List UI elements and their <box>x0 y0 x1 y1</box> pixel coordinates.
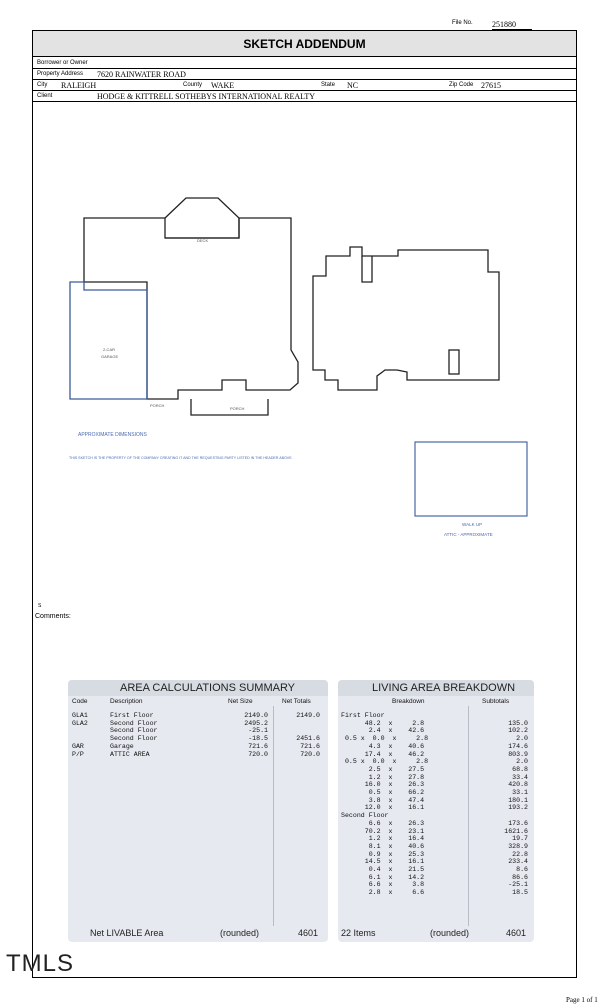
attic-approx-label: ATTIC - APPROXIMATE <box>444 532 493 537</box>
property-label: Property Address <box>37 71 84 77</box>
breakdown-column: First Floor 48.2 x 2.8 2.4 x 42.6 0.5 x 0.0 x 2.8 4.3 x 40.6 17.4 x 46.2 0.5 x 0.0 x 2.8 2.5 x 27.5 1.2 x 27.8 16.0 x 26.3 0.5 x 66.2 3.8 x 47.4 12.0 x 16.1 Second Floor 6.6 x 26.3 70.2 x 23.1 1.2 x 16.4 8.1 x 40.6 0.9 x 25.3 14.5 x 16.1 0.4 x 21.5 6.1 x 14.2 6.6 x 3.8 2.8 x 6.6 <box>341 712 429 897</box>
first-floor-outline <box>84 218 298 399</box>
living-area-panel <box>338 680 534 942</box>
col-net-totals: Net Totals <box>282 698 311 705</box>
codes-column: GLA1 GLA2 GAR P/P <box>72 712 88 758</box>
deck-outline <box>165 198 239 238</box>
page-footer: Page 1 of 1 <box>566 996 598 1004</box>
living-area-title: LIVING AREA BREAKDOWN <box>372 682 516 694</box>
county-value: WAKE <box>211 81 235 90</box>
col-description: Description <box>110 698 143 705</box>
area-calc-panel <box>68 680 328 942</box>
file-no-label: File No. <box>452 20 473 26</box>
garage-label-2: GARAGE <box>101 354 119 359</box>
tmls-logo: TMLS <box>6 950 75 977</box>
second-floor-outline <box>313 247 499 390</box>
comments-label: Comments: <box>35 613 71 620</box>
net-livable-label: Net LIVABLE Area <box>90 928 164 938</box>
stair-opening <box>362 256 372 282</box>
deck-label: DECK <box>197 238 209 243</box>
subtotals-column: 135.0 102.2 2.0 174.6 803.9 2.0 68.8 33.4 420.8 33.1 180.1 193.2 173.6 1621.6 19.7 328.9 22.8 233.4 8.6 86.6 -25.1 18.5 <box>504 719 528 897</box>
living-total: 4601 <box>506 928 527 938</box>
col-breakdown: Breakdown <box>392 698 425 705</box>
state-label: State <box>321 82 336 88</box>
col-subtotals: Subtotals <box>482 698 510 705</box>
zip-value: 27615 <box>481 81 501 90</box>
net-size-column: 2149.0 2495.2 -25.1 -18.5 721.6 720.0 <box>244 712 268 758</box>
living-rounded: (rounded) <box>430 928 470 938</box>
form-title: SKETCH ADDENDUM <box>33 31 576 57</box>
city-label: City <box>37 82 48 88</box>
garage-label-1: 2-CAR <box>103 347 116 352</box>
zip-label: Zip Code <box>449 82 474 88</box>
descriptions-column: First Floor Second Floor Second Floor Second Floor Garage ATTIC AREA <box>110 712 158 758</box>
sketch-disclaimer: THIS SKETCH IS THE PROPERTY OF THE COMPANY CREATING IT AND THE REQUESTING PARTY LISTED IN THE HEADER ABOVE. <box>69 456 293 460</box>
attic-outline <box>415 442 527 516</box>
client-label: Client <box>37 93 53 99</box>
chimney-rect <box>449 350 459 374</box>
porch-label-1: PORCH <box>150 403 165 408</box>
file-no-value: 251880 <box>492 20 532 30</box>
property-value: 7620 RAINWATER ROAD <box>97 70 186 79</box>
borrower-label: Borrower or Owner <box>37 60 88 66</box>
city-value: RALEIGH <box>61 81 97 90</box>
col-net-size: Net Size <box>228 698 253 705</box>
area-calc-title: AREA CALCULATIONS SUMMARY <box>120 682 296 694</box>
net-livable-rounded: (rounded) <box>220 928 260 938</box>
county-label: County <box>183 82 203 88</box>
walkup-label: WALK UP <box>462 522 483 527</box>
net-totals-column: 2149.0 2451.6 721.6 720.0 <box>296 712 320 758</box>
net-livable-value: 4601 <box>298 928 319 938</box>
porch-label-2: PORCH <box>230 406 245 411</box>
items-count: 22 Items <box>341 928 376 938</box>
garage-outline <box>70 282 147 399</box>
approx-dimensions-note: APPROXIMATE DIMENSIONS <box>78 432 147 438</box>
page-mark: S <box>38 603 42 609</box>
col-code: Code <box>72 698 88 705</box>
state-value: NC <box>347 81 359 90</box>
client-value: HODGE & KITTRELL SOTHEBYS INTERNATIONAL REALTY <box>97 92 315 101</box>
